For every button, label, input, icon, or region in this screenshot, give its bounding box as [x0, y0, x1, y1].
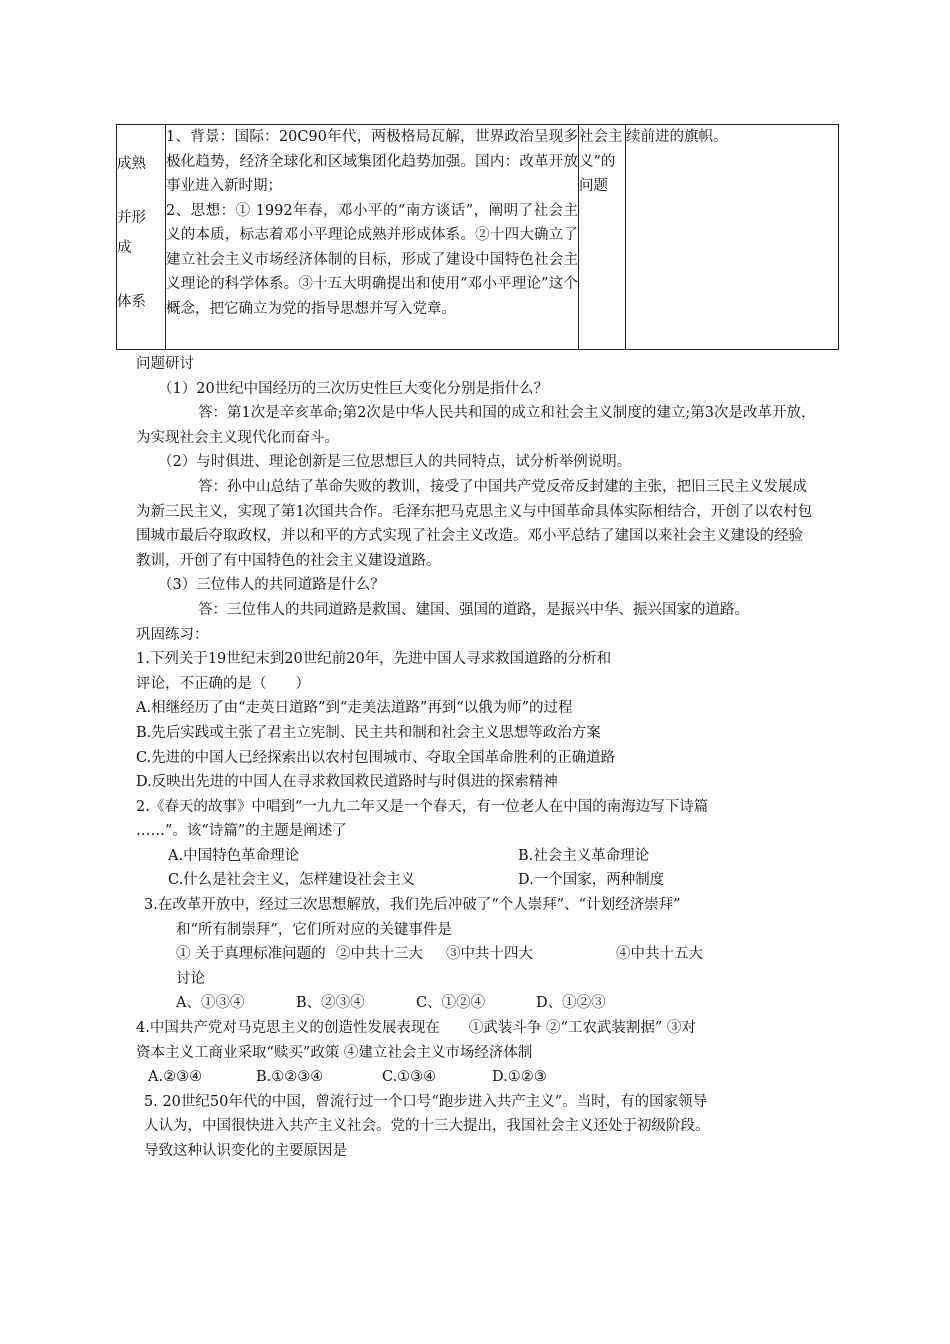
discussion-heading: 问题研讨 — [136, 356, 194, 372]
exercise-3-option-c: C、①②④ — [416, 995, 486, 1012]
exercise-3-options — [144, 991, 816, 1016]
exercise-1-option-a: A.相继经历了由“走英日道路”到“走美法道路”再到“以俄为师”的过程 — [136, 700, 573, 717]
exercise-4-options — [136, 1065, 816, 1090]
table-row — [117, 125, 839, 350]
exercise-3-stem: 3.在改革开放中，经过三次思想解放，我们先后冲破了“个人崇拜”、“计划经济崇拜” — [144, 897, 681, 914]
exercise-1-option-c: C.先进的中国人已经探索出以农村包围城市、夺取全国革命胜利的正确道路 — [136, 749, 616, 766]
exercises-heading: 巩固练习： — [136, 626, 209, 643]
exercise-2-options-row — [136, 868, 816, 893]
exercise-1-stem-cont: 评论，不正确的是（ ） — [136, 675, 310, 692]
answer-3: 答：三位伟人的共同道路是救国、建国、强国的道路，是振兴中华、振兴国家的道路。 — [198, 601, 749, 618]
question-2: （2）与时俱进、理论创新是三位思想巨人的共同特点，试分析举例说明。 — [158, 454, 632, 471]
exercise-1-stem: 1.下列关于19世纪末到20世纪前20年，先进中国人寻求救国道路的分析和 — [136, 651, 612, 668]
exercise-1-option-b: B.先后实践或主张了君主立宪制、民主共和制和社会主义思想等政治方案 — [136, 724, 601, 741]
background-cell — [166, 125, 579, 350]
exercise-2-option-a: A.中国特色革命理论 — [168, 847, 300, 864]
answer-1: 答：第1次是辛亥革命;第2次是中华人民共和国的成立和社会主义制度的建立;第3次是改革开放，为实现社会主义现代化而奋斗。 — [136, 405, 816, 446]
stage-label: 成熟 — [117, 156, 146, 172]
exercise-4-option-c: C.①③④ — [382, 1069, 437, 1086]
exercise-3-option-d: D、①②③ — [536, 995, 606, 1012]
stage-label: 成 — [117, 240, 132, 256]
exercise-2-options-row — [136, 844, 816, 869]
exercise-3-item: ④中共十五大 — [616, 946, 703, 963]
exercise-5-stem-cont: 导致这种认识变化的主要原因是 — [144, 1143, 347, 1159]
exercise-3-item: ②中共十三大 — [336, 946, 423, 963]
exercise-3 — [136, 893, 816, 1016]
exercise-5-stem: 5. 20世纪50年代的中国，曾流行过一个口号“跑步进入共产主义”。当时，有的国家领导 — [144, 1093, 708, 1110]
question-1: （1）20世纪中国经历的三次历史性巨大变化分别是指什么？ — [158, 380, 549, 397]
background-text: 1、背景：国际：20C90年代，两极格局瓦解，世界政治呈现多极化趋势，经济全球化和区域集团化趋势加强。国内：改革开放事业进入新时期； — [166, 129, 578, 194]
stage-label: 并形 — [117, 210, 146, 226]
exercise-3-option-a: A、①③④ — [176, 995, 245, 1012]
exercise-3-items — [144, 942, 816, 991]
exercise-2-option-b: B.社会主义革命理论 — [518, 847, 650, 864]
exercise-3-option-b: B、②③④ — [296, 995, 365, 1012]
question-3: （3）三位伟人的共同道路是什么？ — [158, 577, 385, 594]
exercise-2-stem-cont: ……”。该“诗篇”的主题是阐述了 — [136, 823, 347, 840]
exercise-4-option-b: B.①②③④ — [256, 1069, 324, 1086]
summary-table — [116, 124, 839, 350]
topic-cell: 社会主义”的问题 — [579, 125, 626, 350]
exercise-4-stem: 4.中国共产党对马克思主义的创造性发展表现在 ①武装斗争 ②“工农武装割据” ③对 — [136, 1020, 696, 1037]
exercise-5-stem-cont: 人认为，中国很快进入共产主义社会。党的十三大提出，我国社会主义还处于初级阶段。 — [144, 1118, 710, 1135]
exercise-3-item: ① 关于真理标准问题的讨论 — [176, 946, 326, 987]
exercise-3-stem-cont: 和“所有制崇拜”，它们所对应的关键事件是 — [176, 921, 452, 938]
exercise-4-option-a: A.②③④ — [148, 1069, 203, 1086]
exercise-4-option-d: D.①②③ — [492, 1069, 547, 1086]
stage-label: 体系 — [117, 294, 146, 310]
exercise-4-stem-cont: 资本主义工商业采取“赎买”政策 ④建立社会主义市场经济体制 — [136, 1044, 533, 1061]
thought-text: 2、思想：① 1992年春，邓小平的“南方谈话”，阐明了社会主义的本质，标志着邓小平理论成熟并形成体系。②十四大确立了建立社会主义市场经济体制的目标，形成了建设中国特色社会主义理论的科学体系。③十五大明确提出和使用“邓小平理论”这个概念，把它确立为党的指导思想并写入党章。 — [166, 202, 578, 317]
exercise-2-option-d: D.一个国家，两种制度 — [518, 872, 665, 889]
exercise-1-option-d: D.反映出先进的中国人在寻求救国救民道路时与时俱进的探索精神 — [136, 774, 558, 791]
exercise-3-item: ③中共十四大 — [446, 946, 533, 963]
stage-cell — [117, 125, 166, 350]
significance-cell: 续前进的旗帜。 — [626, 125, 839, 350]
exercise-2-stem: 2.《春天的故事》中唱到“一九九二年又是一个春天，有一位老人在中国的南海边写下诗篇 — [136, 798, 709, 815]
body-text — [136, 352, 816, 1164]
answer-2: 答：孙中山总结了革命失败的教训，接受了中国共产党反帝反封建的主张，把旧三民主义发展成为新三民主义，实现了第1次国共合作。毛泽东把马克思主义与中国革命具体实际相结合，开创了以农村包围城市最后夺取政权，并以和平的方式实现了社会主义改造。邓小平总结了建国以来社会主义建设的经验教训，开创了有中国特色的社会主义建设道路。 — [136, 478, 813, 569]
exercise-5 — [136, 1090, 816, 1164]
exercise-2-option-c: C.什么是社会主义，怎样建设社会主义 — [168, 872, 416, 889]
